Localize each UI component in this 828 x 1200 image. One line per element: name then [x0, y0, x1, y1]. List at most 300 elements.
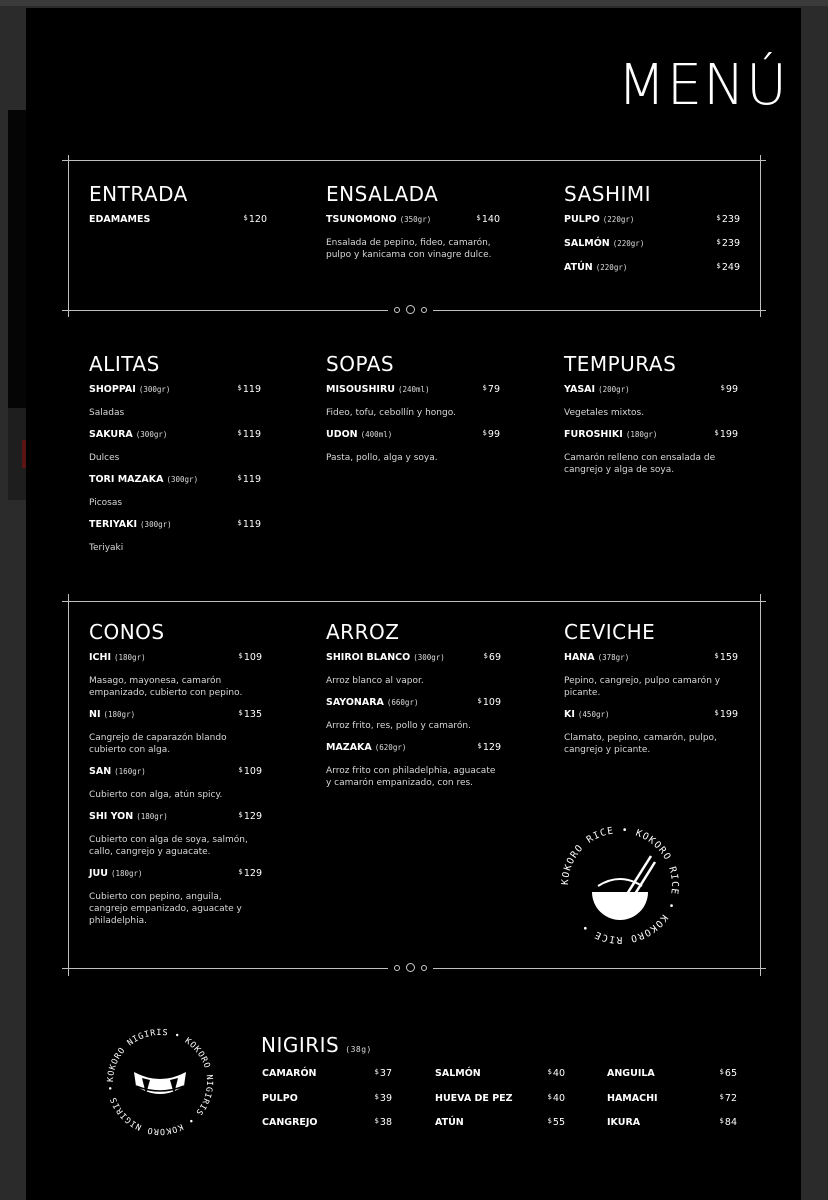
menu-item-row [89, 429, 261, 443]
item-name-group [89, 519, 172, 530]
menu-item [564, 652, 738, 699]
item-price [714, 709, 738, 720]
item-weight: (450gr) [577, 710, 610, 719]
item-name: EDAMAMES [89, 214, 151, 225]
item-name-group [326, 214, 431, 225]
item-name-group [564, 238, 644, 249]
item-price [477, 742, 501, 753]
item-description: Saladas [89, 408, 125, 418]
rice-bowl-icon [592, 856, 655, 920]
price-value: 239 [721, 214, 740, 225]
nigiri-item [607, 1068, 737, 1093]
svg-text:KOKORO RICE • KOKORO RICE • KO [560, 825, 680, 945]
price-value: 119 [242, 429, 261, 440]
price-value: 40 [552, 1092, 565, 1104]
kokoro-rice-stamp [555, 820, 685, 950]
price-value: 55 [552, 1117, 565, 1128]
section-title: ENSALADA [326, 182, 439, 206]
item-name-group [326, 697, 418, 708]
frame-top-line [62, 601, 766, 602]
section-sopas [326, 354, 500, 474]
menu-item [89, 384, 261, 419]
item-weight: (160gr) [114, 767, 146, 776]
nigiris-column [262, 1068, 392, 1142]
currency-sign: $ [714, 429, 719, 437]
item-name: TSUNOMONO [326, 214, 397, 225]
price-value: 109 [243, 766, 262, 777]
menu-item-row [89, 384, 261, 398]
menu-item [564, 384, 738, 419]
currency-sign: $ [477, 742, 482, 750]
menu-item-row [326, 384, 500, 398]
item-name: SALMÓN [564, 238, 610, 249]
menu-item-row [564, 652, 738, 666]
item-price [237, 429, 261, 440]
nigiri-price [719, 1068, 737, 1079]
item-name-group [89, 652, 146, 663]
item-name: YASAI [564, 384, 596, 395]
nigiri-name: PULPO [262, 1092, 298, 1104]
nigiri-name: ANGUILA [607, 1068, 655, 1079]
price-value: 239 [721, 238, 740, 249]
item-weight: (378gr) [597, 653, 630, 662]
item-description: Cubierto con pepino, anguila, cangrejo empanizado, aguacate y philadelphia. [89, 892, 242, 926]
item-name: SAYONARA [326, 697, 384, 708]
item-name-group [326, 742, 406, 753]
item-name: MISOUSHIRU [326, 384, 395, 395]
dot [406, 305, 415, 314]
currency-sign: $ [719, 1092, 724, 1101]
item-description: Camarón relleno con ensalada de cangrejo y alga de soya. [564, 453, 716, 475]
menu-item [564, 429, 738, 476]
menu-item-row [564, 384, 738, 398]
menu-item-row [326, 742, 501, 756]
price-value: 37 [379, 1068, 392, 1079]
section-alitas [89, 354, 261, 564]
nigiri-name: HUEVA DE PEZ [435, 1092, 513, 1104]
item-name: PULPO [564, 214, 600, 225]
currency-sign: $ [237, 384, 242, 392]
dot [394, 307, 400, 313]
item-price [714, 429, 738, 440]
menu-item-row [89, 519, 261, 533]
item-description: Masago, mayonesa, camarón empanizado, cubierto con pepino. [89, 676, 243, 698]
currency-sign: $ [237, 519, 242, 527]
currency-sign: $ [719, 1068, 724, 1076]
price-value: 140 [481, 214, 500, 225]
menu-item [89, 214, 267, 238]
section-conos [89, 622, 262, 937]
currency-sign: $ [547, 1092, 552, 1101]
menu-item-row [564, 429, 738, 443]
currency-sign: $ [374, 1068, 379, 1076]
frame-left-line [68, 155, 69, 317]
item-price [483, 652, 501, 663]
section-tempuras [564, 354, 738, 486]
section-title: SASHIMI [564, 182, 652, 206]
currency-sign: $ [482, 429, 487, 437]
nigiri-price [719, 1117, 737, 1128]
price-value: 65 [724, 1068, 737, 1079]
item-name: TERIYAKI [89, 519, 138, 530]
item-weight: (300gr) [166, 475, 199, 484]
price-value: 120 [248, 214, 267, 225]
nigiri-name: SALMÓN [435, 1068, 481, 1079]
section-title: CONOS [89, 620, 165, 644]
section-title: SOPAS [326, 352, 395, 376]
price-value: 129 [243, 868, 262, 879]
dot [421, 307, 427, 313]
nigiri-item [262, 1068, 392, 1093]
item-weight: (300gr) [138, 385, 171, 394]
menu-item [564, 214, 740, 238]
item-price [716, 214, 740, 225]
nigiri-name: ATÚN [435, 1117, 464, 1128]
nigiri-item [435, 1117, 565, 1142]
side-panel [8, 110, 26, 408]
currency-sign: $ [238, 652, 243, 660]
menu-item [326, 214, 500, 261]
item-name: SHIROI BLANCO [326, 652, 411, 663]
price-value: 99 [487, 429, 500, 440]
item-weight: (200gr) [598, 385, 630, 394]
section-title: TEMPURAS [564, 352, 677, 376]
menu-item [89, 766, 262, 801]
item-weight: (620gr) [374, 743, 407, 752]
menu-item [89, 652, 262, 699]
nigiri-item [435, 1068, 565, 1093]
item-weight: (180gr) [114, 653, 146, 662]
price-value: 72 [724, 1092, 737, 1104]
price-value: 109 [482, 697, 501, 708]
currency-sign: $ [716, 262, 721, 270]
section-sashimi [564, 184, 740, 286]
price-value: 99 [725, 384, 738, 395]
nigiri-price [547, 1117, 565, 1128]
currency-sign: $ [237, 474, 242, 482]
menu-item [564, 262, 740, 286]
item-description: Arroz frito con philadelphia, aguacate y camarón empanizado, con res. [326, 766, 496, 788]
item-description: Dulces [89, 453, 120, 463]
item-price [237, 519, 261, 530]
currency-sign: $ [482, 384, 487, 392]
item-description: Cubierto con alga de soya, salmón, callo, cangrejo y aguacate. [89, 835, 248, 857]
section-entrada [89, 184, 267, 238]
item-spacer [564, 276, 740, 286]
menu-item-row [89, 766, 262, 780]
item-name-group [564, 429, 657, 440]
currency-sign: $ [476, 214, 481, 222]
item-name-group [89, 429, 167, 440]
nigiri-name: HAMACHI [607, 1092, 658, 1104]
item-price [714, 652, 738, 663]
menu-item-row [564, 709, 738, 723]
nigiri-price [374, 1093, 392, 1104]
price-value: 109 [243, 652, 262, 663]
item-name-group [89, 214, 150, 225]
item-name: ICHI [89, 652, 111, 663]
item-name-group [89, 766, 146, 777]
price-value: 79 [487, 384, 500, 395]
section-arroz [326, 622, 501, 799]
item-name-group [564, 652, 629, 663]
item-name-group [89, 709, 135, 720]
item-weight: (180gr) [136, 812, 168, 821]
currency-sign: $ [237, 429, 242, 437]
item-description: Vegetales mixtos. [564, 408, 645, 418]
item-name: JUU [89, 868, 108, 879]
currency-sign: $ [547, 1117, 552, 1125]
item-name-group [89, 474, 198, 485]
menu-item [564, 238, 740, 262]
item-weight: (300gr) [140, 520, 172, 529]
menu-item [89, 709, 262, 756]
item-price [237, 384, 261, 395]
price-value: 159 [719, 652, 738, 663]
price-value: 129 [243, 811, 262, 822]
menu-item [89, 811, 262, 858]
item-price [238, 868, 262, 879]
item-weight: (350gr) [399, 215, 432, 224]
dot [421, 965, 427, 971]
menu-item-row [89, 811, 262, 825]
menu-item [326, 384, 500, 419]
nigiris-weight: (38g) [345, 1045, 372, 1054]
price-value: 39 [379, 1092, 392, 1104]
menu-item-row [326, 652, 501, 666]
section-title: ALITAS [89, 352, 160, 376]
nigiri-item [607, 1093, 737, 1118]
frame-right-line [760, 594, 761, 976]
currency-sign: $ [716, 238, 721, 246]
menu-item-row [564, 262, 740, 276]
currency-sign: $ [719, 1117, 724, 1125]
item-price [238, 709, 262, 720]
price-value: 135 [243, 709, 262, 720]
price-value: 119 [242, 519, 261, 530]
item-name-group [564, 262, 627, 273]
price-value: 119 [242, 474, 261, 485]
price-value: 199 [719, 429, 738, 440]
price-value: 249 [721, 262, 740, 273]
item-weight: (180gr) [103, 710, 136, 719]
nigiri-price [547, 1093, 565, 1104]
item-name: NI [89, 709, 101, 720]
currency-sign: $ [477, 697, 482, 705]
item-price [476, 214, 500, 225]
menu-item [326, 742, 501, 789]
menu-item-row [89, 474, 261, 488]
item-name-group [89, 868, 143, 879]
nigiri-name: CAMARÓN [262, 1068, 317, 1079]
currency-sign: $ [374, 1092, 379, 1101]
nigiri-item [607, 1117, 737, 1142]
item-name-group [564, 709, 610, 720]
right-margin [801, 8, 828, 1200]
item-price [238, 652, 262, 663]
item-spacer [564, 228, 740, 238]
ornament-dots [388, 305, 433, 314]
item-name: HANA [564, 652, 595, 663]
currency-sign: $ [716, 214, 721, 222]
frame-right-line [760, 155, 761, 317]
item-price [716, 262, 740, 273]
item-description: Clamato, pepino, camarón, pulpo, cangrejo y picante. [564, 733, 717, 755]
item-weight: (660gr) [386, 698, 419, 707]
item-weight: (220gr) [602, 215, 635, 224]
price-value: 40 [552, 1068, 565, 1079]
nigiris-column [607, 1068, 737, 1142]
item-weight: (180gr) [625, 430, 658, 439]
nigiri-name: IKURA [607, 1117, 641, 1128]
nigiri-name: CANGREJO [262, 1117, 318, 1128]
price-value: 84 [724, 1117, 737, 1128]
menu-item [89, 519, 261, 554]
item-description: Arroz frito, res, pollo y camarón. [326, 721, 471, 731]
menu-title: MENÚ [617, 53, 788, 118]
price-value: 119 [242, 384, 261, 395]
currency-sign: $ [238, 766, 243, 774]
nigiri-item [262, 1093, 392, 1118]
item-description: Cubierto con alga, atún spicy. [89, 790, 223, 800]
currency-sign: $ [720, 384, 725, 392]
nigiri-price [547, 1068, 565, 1079]
menu-item [326, 429, 500, 464]
item-weight: (300gr) [413, 653, 445, 662]
item-weight: (240ml) [397, 385, 430, 394]
menu-item [89, 429, 261, 464]
item-name-group [564, 214, 634, 225]
section-title: ARROZ [326, 620, 400, 644]
menu-item [326, 697, 501, 732]
menu-item-row [89, 214, 267, 228]
item-description: Picosas [89, 498, 123, 508]
item-weight: (220gr) [612, 239, 645, 248]
item-name: SAN [89, 766, 112, 777]
menu-item-row [89, 652, 262, 666]
currency-sign: $ [714, 709, 719, 717]
frame-top-line [62, 160, 766, 161]
item-weight: (220gr) [595, 263, 628, 272]
item-spacer [564, 252, 740, 262]
item-description: Teriyaki [89, 543, 124, 553]
item-description: Pasta, pollo, alga y soya. [326, 453, 438, 463]
nigiri-price [719, 1093, 737, 1104]
item-description: Ensalada de pepino, fideo, camarón, pulpo y kanicama con vinagre dulce. [326, 238, 492, 260]
currency-sign: $ [483, 652, 488, 660]
price-value: 38 [379, 1117, 392, 1128]
currency-sign: $ [238, 868, 243, 876]
item-name: FUROSHIKI [564, 429, 623, 440]
item-description: Pepino, cangrejo, pulpo camarón y picante. [564, 676, 721, 698]
item-price [237, 474, 261, 485]
nigiri-price [374, 1117, 392, 1128]
item-name: ATÚN [564, 262, 593, 273]
section-title: CEVICHE [564, 620, 656, 644]
menu-item [326, 652, 501, 687]
nigiris-column [435, 1068, 565, 1142]
item-description: Arroz blanco al vapor. [326, 676, 424, 686]
item-name-group [89, 384, 170, 395]
section-ceviche [564, 622, 738, 766]
item-name: TORI MAZAKA [89, 474, 164, 485]
nigiri-price [374, 1068, 392, 1079]
frame-left-line [68, 594, 69, 976]
currency-sign: $ [547, 1068, 552, 1076]
section-title: ENTRADA [89, 182, 188, 206]
nigiris-title [261, 1035, 372, 1055]
menu-item [89, 474, 261, 509]
item-price [482, 384, 500, 395]
item-weight: (400ml) [360, 430, 393, 439]
item-weight: (180gr) [110, 869, 143, 878]
item-price [238, 811, 262, 822]
item-spacer [89, 228, 267, 238]
menu-item-row [326, 429, 500, 443]
item-price [482, 429, 500, 440]
menu-item-row [326, 697, 501, 711]
item-name: MAZAKA [326, 742, 372, 753]
item-name-group [326, 384, 430, 395]
menu-item-row [89, 868, 262, 882]
price-value: 129 [482, 742, 501, 753]
item-name-group [326, 652, 445, 663]
top-strip [0, 0, 828, 6]
item-name: UDON [326, 429, 358, 440]
menu-item-row [564, 238, 740, 252]
currency-sign: $ [238, 709, 243, 717]
currency-sign: $ [374, 1117, 379, 1125]
item-description: Fideo, tofu, cebollín y hongo. [326, 408, 456, 418]
item-price [720, 384, 738, 395]
menu-item [564, 709, 738, 756]
nigiri-item [262, 1117, 392, 1142]
item-name-group [326, 429, 392, 440]
dot [394, 965, 400, 971]
stamp-nigiris-text: KOKORO NIGIRIS • KOKORO NIGIRIS • KOKORO NIGIRIS • [104, 1026, 216, 1138]
stamp-rice-text: KOKORO RICE • KOKORO RICE • KOKORO RICE • [559, 824, 681, 946]
item-price [238, 766, 262, 777]
currency-sign: $ [238, 811, 243, 819]
item-name: SHI YON [89, 811, 134, 822]
item-name-group [564, 384, 630, 395]
ornament-dots [388, 963, 433, 972]
item-price [243, 214, 267, 225]
item-name: SHOPPAI [89, 384, 136, 395]
item-price [477, 697, 501, 708]
menu-item [89, 868, 262, 927]
nigiris-title-text: NIGIRIS [261, 1033, 340, 1057]
price-value: 199 [719, 709, 738, 720]
price-value: 69 [488, 652, 501, 663]
currency-sign: $ [243, 214, 248, 222]
dot [406, 963, 415, 972]
section-ensalada [326, 184, 500, 271]
item-price [716, 238, 740, 249]
nigiri-item [435, 1093, 565, 1118]
menu-item-row [326, 214, 500, 228]
item-name: KI [564, 709, 575, 720]
menu-item-row [564, 214, 740, 228]
menu-item-row [89, 709, 262, 723]
item-description: Cangrejo de caparazón blando cubierto con alga. [89, 733, 227, 755]
kokoro-nigiris-stamp [100, 1022, 220, 1142]
currency-sign: $ [714, 652, 719, 660]
item-name-group [89, 811, 168, 822]
item-name: SAKURA [89, 429, 133, 440]
fangs-icon [134, 1072, 186, 1094]
item-weight: (300gr) [135, 430, 168, 439]
